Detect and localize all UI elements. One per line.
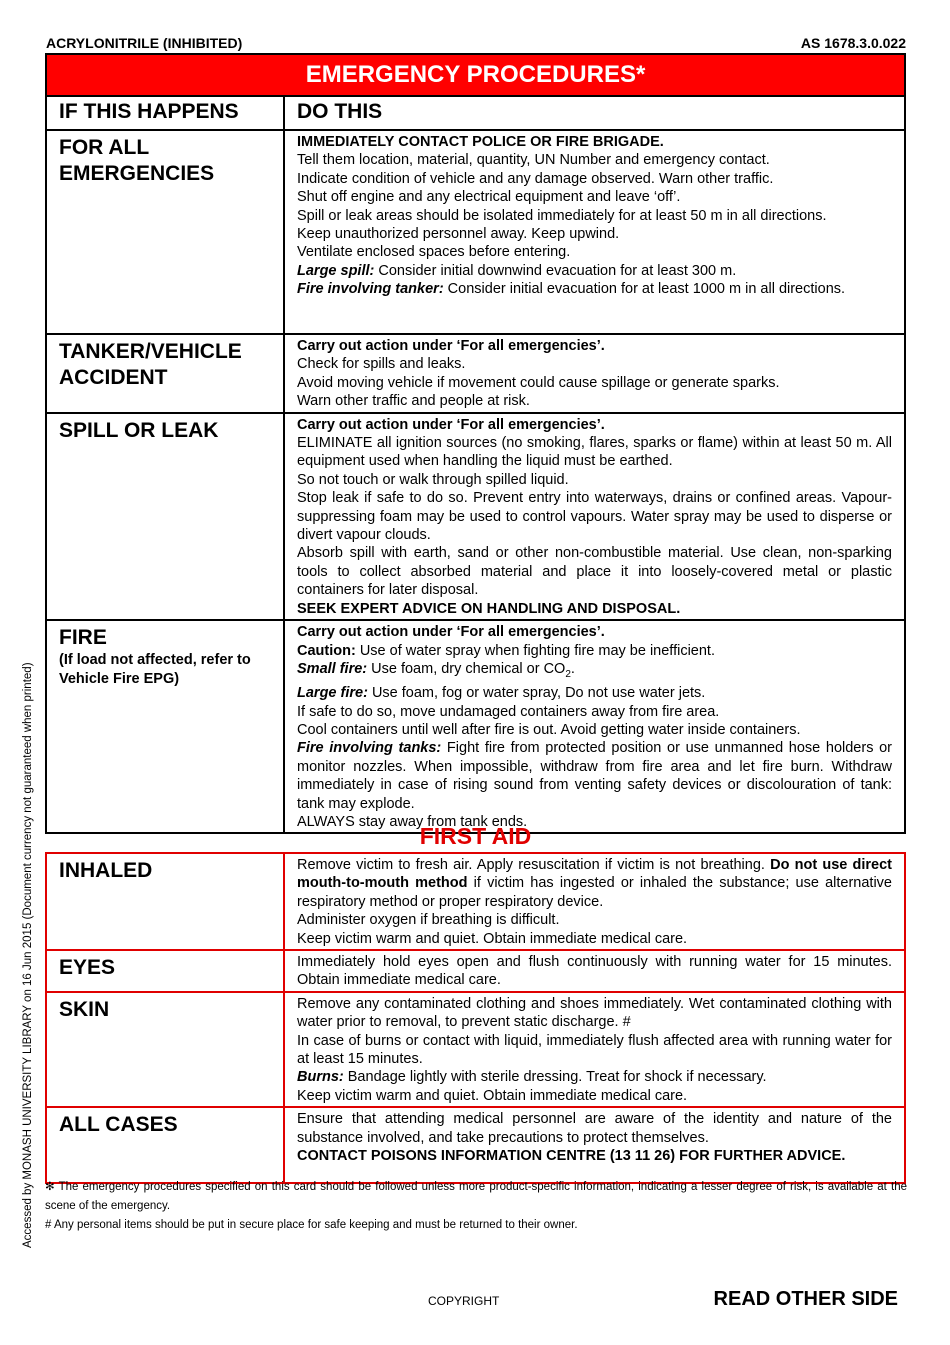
action-text: Warn other traffic and people at risk. <box>297 393 530 410</box>
action-text: Consider initial downwind evacuation for at least 300 m. <box>374 262 737 279</box>
emergency-row <box>46 620 905 833</box>
action-line <box>297 911 892 929</box>
first-aid-title: FIRST AID <box>419 823 532 849</box>
first-aid-actions <box>284 950 905 992</box>
emergency-procedures-table <box>45 53 906 834</box>
column-header-if-this-happens: IF THIS HAPPENS <box>46 96 284 130</box>
first-aid-row <box>46 853 905 950</box>
action-line <box>297 703 892 721</box>
action-line <box>297 856 892 911</box>
action-line <box>297 151 892 169</box>
action-text: Indicate condition of vehicle and any damage observed. Warn other traffic. <box>297 170 774 187</box>
emergency-row <box>46 130 905 334</box>
subscript: 2 <box>565 668 571 680</box>
action-text: In case of burns or contact with liquid, immediately flush affected area with running water for at least 15 minutes. <box>297 1032 892 1068</box>
bold-label: Caution: <box>297 642 356 659</box>
action-text: Cool containers until well after fire is out. Avoid getting water inside containers. <box>297 722 801 739</box>
condition-label: FOR ALL EMERGENCIES <box>59 136 215 185</box>
action-line <box>297 721 892 739</box>
action-text: . <box>570 660 575 677</box>
action-text: Stop leak if safe to do so. Prevent entry into waterways, drains or confined areas. Vapour-suppressing foam may be used to control vapours. Water spray may be used to disperse or divert vapour clouds. <box>297 490 892 544</box>
action-line <box>297 1110 892 1147</box>
bold-text: Carry out action under ‘For all emergencies’. <box>297 338 605 354</box>
action-text: Tell them location, material, quantity, UN Number and emergency contact. <box>297 152 770 169</box>
emergency-actions <box>284 130 905 334</box>
bold-text: Do not use direct mouth-to-mouth method <box>297 857 892 892</box>
action-line <box>297 739 892 813</box>
emphasis-label: Fire involving tanker: <box>297 281 444 298</box>
action-line <box>297 392 892 410</box>
first-aid-rows <box>46 853 905 1183</box>
action-text: Fight fire from protected position or use unmanned hose holders or monitor nozzles. When impossible, withdraw from fire area and let fire burn. Withdraw immediately in case of rising sound from venting safety devices or discolouration of tank: tank may explode. <box>297 740 892 812</box>
emergency-row <box>46 334 905 413</box>
action-text: If safe to do so, move undamaged containers away from fire area. <box>297 703 720 720</box>
action-text: Ensure that attending medical personnel are aware of the identity and nature of the substance involved, and take precautions to protect themselves. <box>297 1111 892 1146</box>
action-line <box>297 995 892 1032</box>
action-line <box>297 280 892 298</box>
first-aid-condition <box>46 992 284 1107</box>
action-text: Remove any contaminated clothing and shoes immediately. Wet contaminated clothing with water prior to removal, to prevent static discharge. # <box>297 995 892 1031</box>
emergency-condition <box>46 413 284 620</box>
action-text: Avoid moving vehicle if movement could cause spillage or generate sparks. <box>297 374 780 391</box>
action-text: ALWAYS stay away from tank ends. <box>297 814 528 831</box>
first-aid-condition <box>46 950 284 992</box>
bold-text: Carry out action under ‘For all emergencies’. <box>297 624 605 641</box>
condition-label: TANKER/VEHICLE ACCIDENT <box>59 340 242 389</box>
action-line <box>297 660 892 684</box>
action-text: Administer oxygen if breathing is difficult. <box>297 912 560 929</box>
action-line <box>297 623 892 641</box>
condition-note: (If load not affected, refer to Vehicle Fire EPG) <box>59 652 251 688</box>
condition-label: SKIN <box>59 997 110 1021</box>
column-header-do-this: DO THIS <box>284 96 905 130</box>
action-line <box>297 642 892 660</box>
document-title: ACRYLONITRILE (INHIBITED) <box>46 35 243 51</box>
emergency-row <box>46 413 905 620</box>
action-text: Use foam, fog or water spray, Do not use water jets. <box>367 685 706 702</box>
action-text: Keep victim warm and quiet. Obtain immediate medical care. <box>297 1087 688 1104</box>
action-text: if victim has ingested or inhaled the substance; use alternative respiratory method or proper respiratory device. <box>297 875 892 910</box>
action-line <box>297 337 892 355</box>
action-line <box>297 374 892 392</box>
condition-label: ALL CASES <box>59 1113 178 1137</box>
action-line <box>297 953 892 990</box>
document-code: AS 1678.3.0.022 <box>800 35 906 51</box>
emergency-actions <box>284 413 905 620</box>
action-line <box>297 1032 892 1069</box>
action-text: Spill or leak areas should be isolated immediately for at least 50 m in all directions. <box>297 207 827 224</box>
action-line <box>297 243 892 261</box>
emphasis-label: Large fire: <box>297 685 368 702</box>
action-line <box>297 471 892 489</box>
first-aid-row <box>46 950 905 992</box>
copyright-label: COPYRIGHT <box>428 1294 500 1308</box>
first-aid-table <box>45 852 906 1184</box>
emergency-actions <box>284 334 905 413</box>
action-line <box>297 544 892 599</box>
condition-label: INHALED <box>59 859 153 882</box>
bold-text: Carry out action under ‘For all emergencies’. <box>297 416 605 433</box>
first-aid-actions <box>284 1107 905 1183</box>
bold-text: IMMEDIATELY CONTACT POLICE OR FIRE BRIGADE. <box>297 134 664 150</box>
action-line <box>297 262 892 280</box>
action-line <box>297 1087 892 1105</box>
condition-label: FIRE <box>59 626 107 650</box>
action-line <box>297 684 892 702</box>
first-aid-row <box>46 1107 905 1183</box>
action-text: Immediately hold eyes open and flush continuously with running water for 15 minutes. Obtain immediate medical care. <box>297 954 892 989</box>
read-other-side-label: READ OTHER SIDE <box>713 1288 898 1310</box>
first-aid-row <box>46 992 905 1107</box>
action-line <box>297 1068 892 1086</box>
emergency-rows <box>46 130 905 833</box>
action-line <box>297 930 892 948</box>
action-text: Keep victim warm and quiet. Obtain immediate medical care. <box>297 930 688 947</box>
emergency-condition <box>46 334 284 413</box>
action-line <box>297 225 892 243</box>
emergency-actions <box>284 620 905 833</box>
action-text: Use of water spray when fighting fire may be inefficient. <box>355 642 715 659</box>
emphasis-label: Small fire: <box>297 660 368 677</box>
action-line <box>297 1147 892 1165</box>
emergency-title: EMERGENCY PROCEDURES* <box>46 54 905 96</box>
emergency-condition <box>46 130 284 334</box>
action-text: Bandage lightly with sterile dressing. Treat for shock if necessary. <box>343 1069 767 1086</box>
action-text: Keep unauthorized personnel away. Keep upwind. <box>297 226 620 243</box>
action-line <box>297 133 892 151</box>
action-text: ELIMINATE all ignition sources (no smoking, flares, sparks or flame) within at least 50 m. All equipment used when handling the liquid must be earthed. <box>297 435 892 470</box>
emergency-condition <box>46 620 284 833</box>
action-text: Ventilate enclosed spaces before entering. <box>297 244 571 261</box>
action-text: So not touch or walk through spilled liquid. <box>297 471 569 488</box>
action-line <box>297 170 892 188</box>
first-aid-condition <box>46 853 284 950</box>
action-text: Use foam, dry chemical or CO <box>367 660 566 677</box>
action-text: Remove victim to fresh air. Apply resuscitation if victim is not breathing. <box>297 857 771 873</box>
footnote-star: ✻ The emergency procedures specified on this card should be followed unless more product-specific information, indicating a lesser degree of risk, is available at the scene of the emergency. <box>45 1181 907 1212</box>
condition-label: EYES <box>59 956 116 980</box>
action-text: Check for spills and leaks. <box>297 356 466 373</box>
footnote-hash: # Any personal items should be put in secure place for safe keeping and must be returned to their owner. <box>45 1219 578 1231</box>
action-line <box>297 600 892 618</box>
first-aid-actions <box>284 992 905 1107</box>
bold-text: SEEK EXPERT ADVICE ON HANDLING AND DISPOSAL. <box>297 600 681 617</box>
action-line <box>297 416 892 434</box>
action-text: Absorb spill with earth, sand or other non-combustible material. Use clean, non-sparking tools to collect absorbed material and place it into loosely-covered metal or plastic containers for later disposal. <box>297 545 892 599</box>
condition-label: SPILL OR LEAK <box>59 418 219 442</box>
first-aid-actions <box>284 853 905 950</box>
action-line <box>297 207 892 225</box>
emphasis-label: Fire involving tanks: <box>297 740 442 757</box>
action-line <box>297 188 892 206</box>
emphasis-label: Large spill: <box>297 262 375 279</box>
action-line <box>297 355 892 373</box>
first-aid-condition <box>46 1107 284 1183</box>
bold-text: CONTACT POISONS INFORMATION CENTRE (13 11 26) FOR FURTHER ADVICE. <box>297 1148 846 1165</box>
access-watermark: Accessed by MONASH UNIVERSITY LIBRARY on 16 Jun 2015 (Document currency not guaranteed when printed) <box>22 662 34 1248</box>
action-line <box>297 434 892 471</box>
action-text: Shut off engine and any electrical equipment and leave ‘off’. <box>297 189 681 206</box>
emphasis-label: Burns: <box>297 1069 344 1086</box>
action-text: Consider initial evacuation for at least 1000 m in all directions. <box>443 281 846 298</box>
action-line <box>297 489 892 544</box>
